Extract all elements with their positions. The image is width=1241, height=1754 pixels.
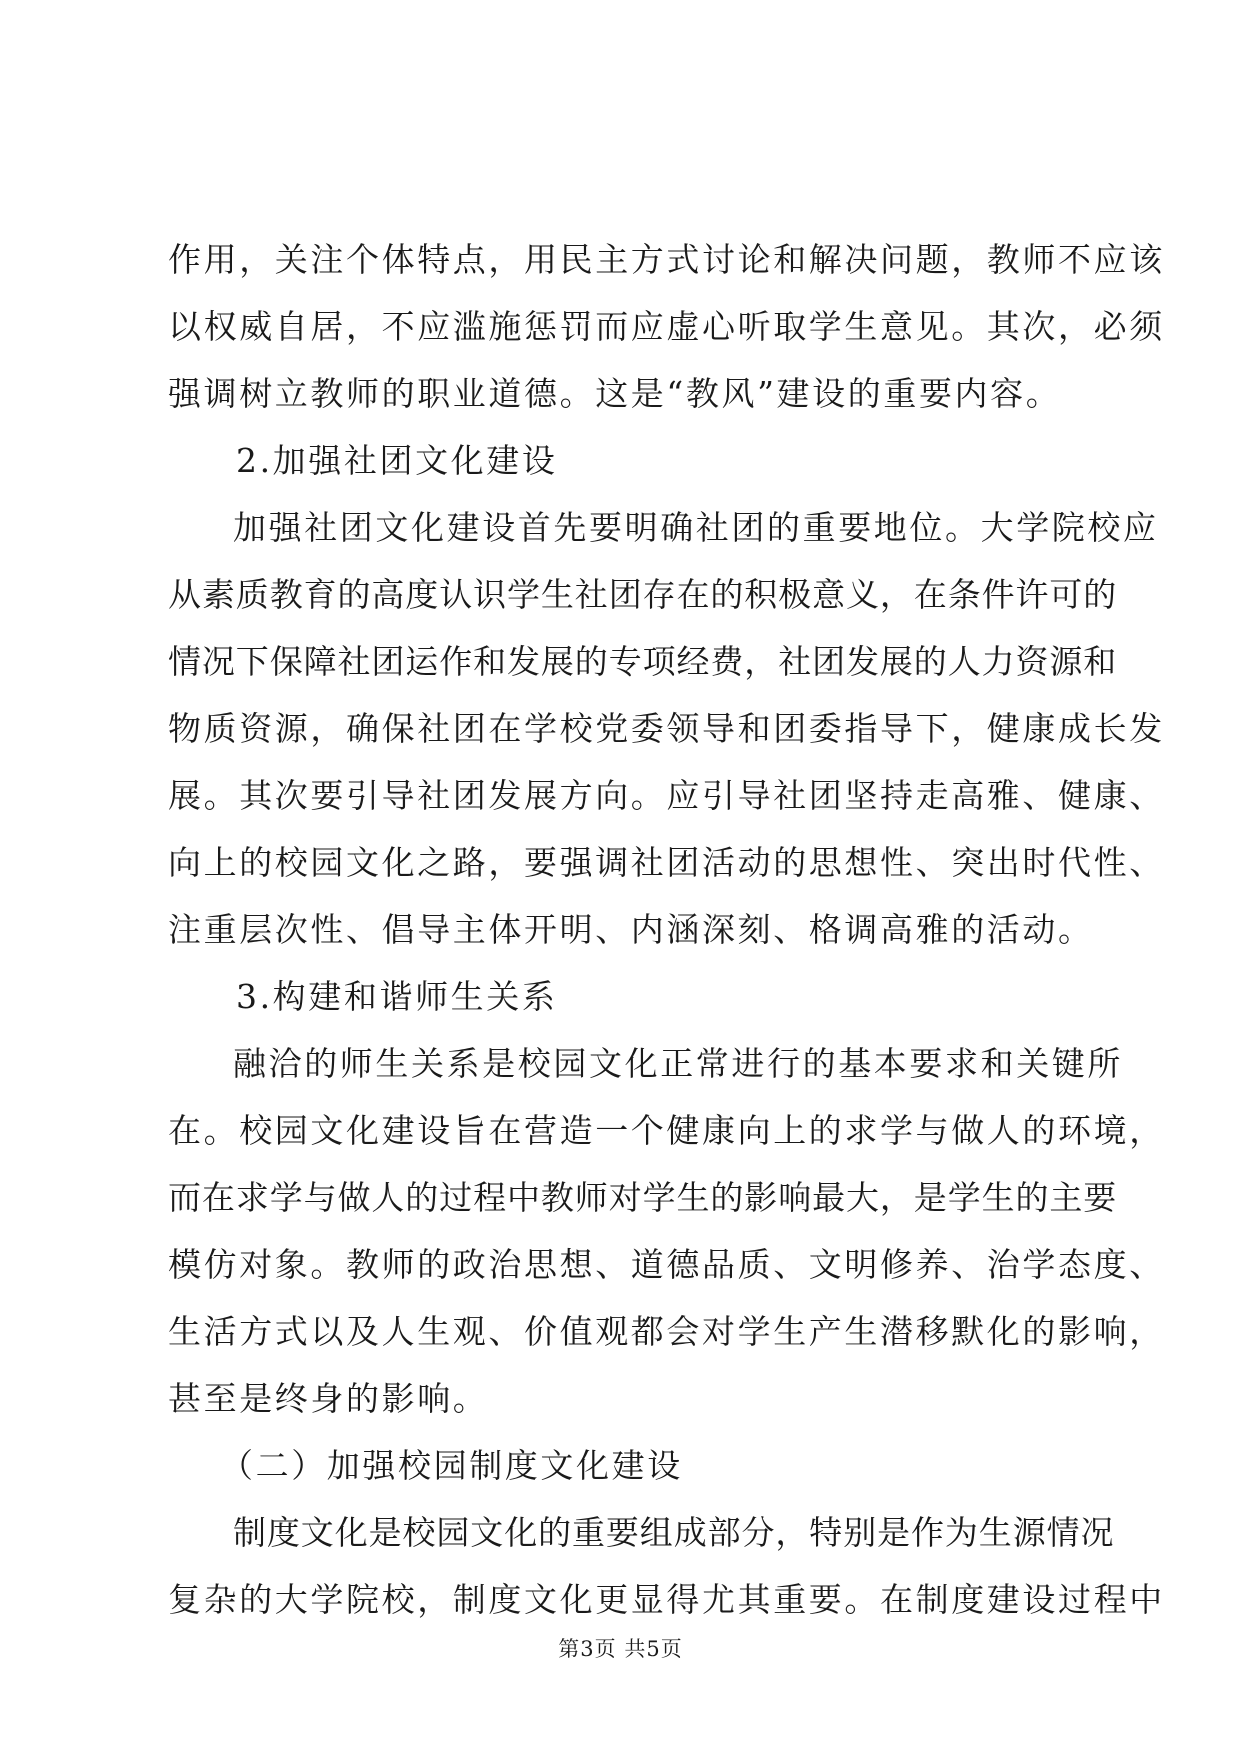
section-heading: 2.加强社团文化建设 — [236, 441, 558, 480]
text-line: 注重层次性、倡导主体开明、内涵深刻、格调高雅的活动。 — [168, 910, 1094, 949]
text-line: 融洽的师生关系是校园文化正常进行的基本要求和关键所 — [233, 1044, 1123, 1083]
text-line: 向上的校园文化之路，要强调社团活动的思想性、突出时代性、 — [168, 843, 1165, 882]
text-line: 在。校园文化建设旨在营造一个健康向上的求学与做人的环境， — [168, 1111, 1165, 1150]
text-line: 物质资源，确保社团在学校党委领导和团委指导下，健康成长发 — [168, 709, 1165, 748]
text-line: 作用，关注个体特点，用民主方式讨论和解决问题，教师不应该 — [168, 240, 1165, 279]
text-line: 甚至是终身的影响。 — [168, 1379, 489, 1418]
text-line: 加强社团文化建设首先要明确社团的重要地位。大学院校应 — [233, 508, 1159, 547]
text-line: 情况下保障社团运作和发展的专项经费，社团发展的人力资源和 — [168, 642, 1118, 681]
text-line: 复杂的大学院校，制度文化更显得尤其重要。在制度建设过程中 — [168, 1580, 1165, 1619]
section-heading: 3.构建和谐师生关系 — [236, 977, 558, 1016]
text-line: 从素质教育的高度认识学生社团存在的积极意义，在条件许可的 — [168, 575, 1118, 614]
text-line: 以权威自居，不应滥施惩罚而应虚心听取学生意见。其次，必须 — [168, 307, 1165, 346]
document-body — [168, 226, 1165, 1633]
text-line: 制度文化是校园文化的重要组成部分，特别是作为生源情况 — [233, 1513, 1115, 1552]
text-line: 而在求学与做人的过程中教师对学生的影响最大，是学生的主要 — [168, 1178, 1118, 1217]
page-number: 第3页 共5页 — [558, 1637, 683, 1661]
text-line: 展。其次要引导社团发展方向。应引导社团坚持走高雅、健康、 — [168, 776, 1165, 815]
section-heading: （二）加强校园制度文化建设 — [220, 1446, 683, 1485]
text-line: 生活方式以及人生观、价值观都会对学生产生潜移默化的影响， — [168, 1312, 1165, 1351]
text-line: 模仿对象。教师的政治思想、道德品质、文明修养、治学态度、 — [168, 1245, 1165, 1284]
text-line: 强调树立教师的职业道德。这是“教风”建设的重要内容。 — [168, 374, 1062, 413]
